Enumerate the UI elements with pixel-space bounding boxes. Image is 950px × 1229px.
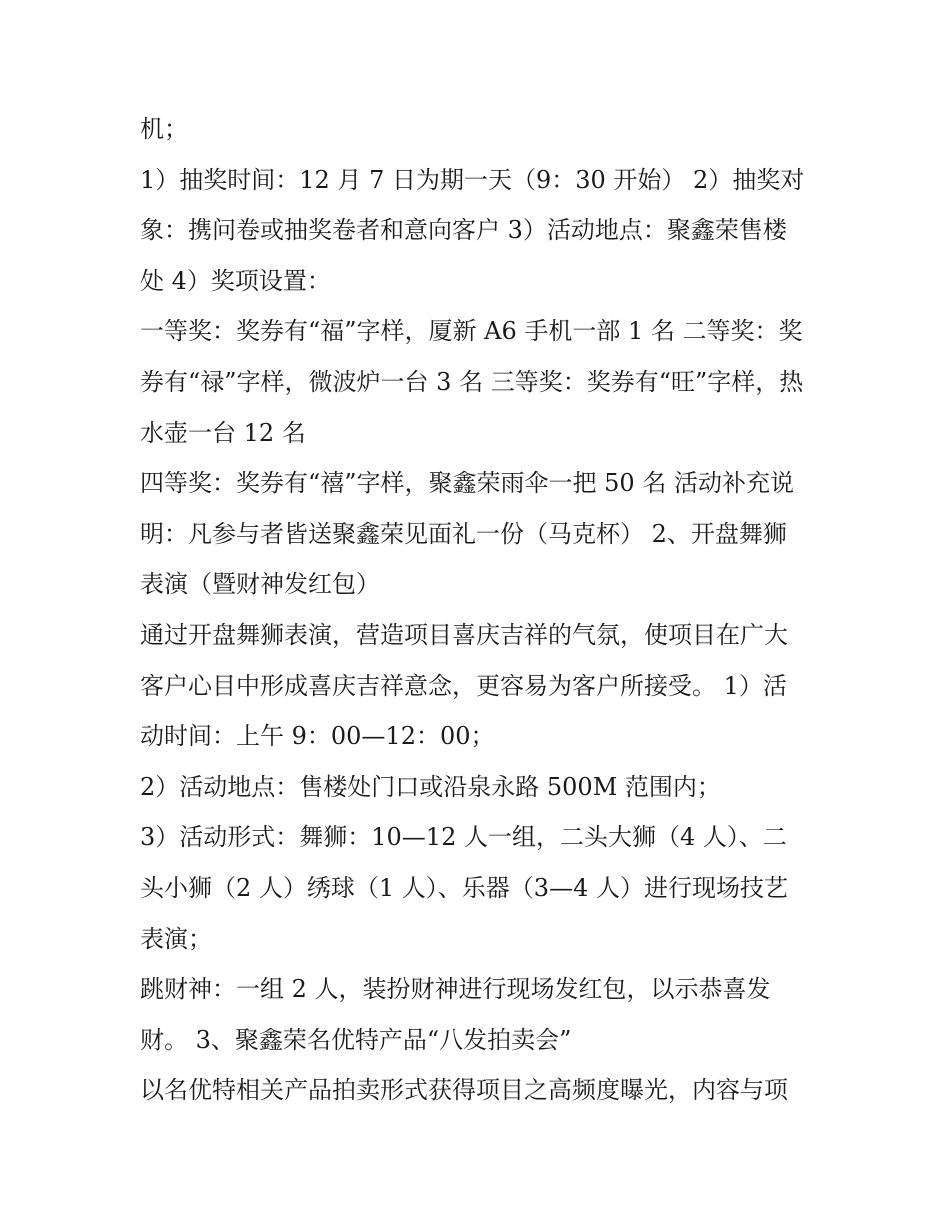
text-line: 水壶一台 12 名 xyxy=(140,418,306,447)
text-line: 券有“禄”字样，微波炉一台 3 名 三等奖：奖券有“旺”字样，热 xyxy=(140,367,804,396)
text-line: 机； xyxy=(140,115,188,143)
text-line: 客户心目中形成喜庆吉祥意念，更容易为客户所接受。 1）活 xyxy=(140,671,787,700)
text-line: 头小狮（2 人）绣球（1 人）、乐器（3—4 人）进行现场技艺 xyxy=(140,873,788,902)
text-line: 象：携问卷或抽奖卷者和意向客户 3）活动地点：聚鑫荣售楼 xyxy=(140,216,787,245)
text-line: 1）抽奖时间：12 月 7 日为期一天（9：30 开始） 2）抽奖对 xyxy=(140,165,805,194)
text-line: 以名优特相关产品拍卖形式获得项目之高频度曝光，内容与项 xyxy=(140,1076,788,1105)
text-line: 2）活动地点：售楼处门口或沿泉永路 500M 范围内； xyxy=(140,772,721,801)
text-line: 明：凡参与者皆送聚鑫荣见面礼一份（马克杯） 2、开盘舞狮 xyxy=(140,519,787,548)
text-line: 处 4）奖项设置： xyxy=(140,266,331,295)
text-line: 跳财神：一组 2 人，装扮财神进行现场发红包，以示恭喜发 xyxy=(140,975,771,1004)
text-line: 四等奖：奖券有“禧”字样，聚鑫荣雨伞一把 50 名 活动补充说 xyxy=(140,469,794,498)
text-line: 表演； xyxy=(140,924,212,953)
text-line: 表演（暨财神发红包） xyxy=(140,570,380,599)
text-line: 通过开盘舞狮表演，营造项目喜庆吉祥的气氛，使项目在广大 xyxy=(140,620,788,649)
text-line: 动时间：上午 9：00—12：00； xyxy=(140,722,495,751)
body-text xyxy=(140,104,820,1116)
text-line: 一等奖：奖券有“福”字样，厦新 A6 手机一部 1 名 二等奖：奖 xyxy=(140,317,803,346)
text-line: 财。 3、聚鑫荣名优特产品“八发拍卖会” xyxy=(140,1025,572,1054)
text-line: 3）活动形式：舞狮：10—12 人一组，二头大狮（4 人）、二 xyxy=(140,823,787,852)
